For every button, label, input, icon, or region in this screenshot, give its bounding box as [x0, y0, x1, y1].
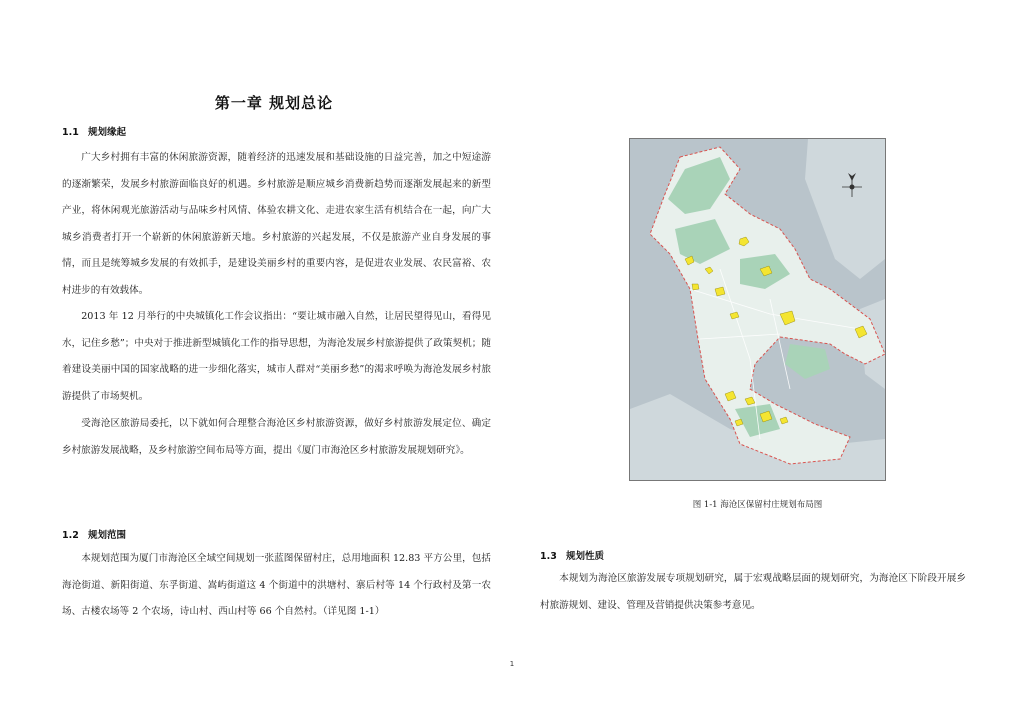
- section-number: 1.2: [62, 530, 79, 541]
- paragraph-scope: 本规划范围为厦门市海沧区全域空间规划一张蓝图保留村庄，总用地面积 12.83 平方公里，包括海沧街道、新阳街道、东孚街道、嵩屿街道这 4 个街道中的洪塘村、寨后村等 14 个行政村及第一农场、古楼农场等 2 个农场，诗山村、西山村等 66 个自然村。（详见图 1-1）: [62, 553, 491, 617]
- page-number: 1: [509, 660, 515, 668]
- section-title: 规划范围: [88, 530, 127, 541]
- section-title: 规划性质: [566, 551, 605, 562]
- paragraph-origin-2: 2013 年 12 月举行的中央城镇化工作会议指出：“要让城市融入自然，让居民望得见山，看得见水，记住乡愁”；中央对于推进新型城镇化工作的指导思想，为海沧发展乡村旅游提供了政策契机；随着建设美丽中国的国家战略的进一步细化落实，城市人群对“美丽乡愁”的渴求呼唤为海沧发展乡村旅游提供了市场契机。: [62, 311, 491, 402]
- section-heading-1-2: [62, 527, 126, 541]
- figure-caption: 图 1-1 海沧区保留村庄规划布局图: [692, 500, 823, 510]
- paragraph-origin-3: 受海沧区旅游局委托，以下就如何合理整合海沧区乡村旅游资源，做好乡村旅游发展定位、确定乡村旅游发展战略，及乡村旅游空间布局等方面，提出《厦门市海沧区乡村旅游发展规划研究》。: [62, 418, 491, 456]
- paragraph-nature: 本规划为海沧区旅游发展专项规划研究，属于宏观战略层面的规划研究，为海沧区下阶段开展乡村旅游规划、建设、管理及营销提供决策参考意见。: [540, 573, 966, 611]
- map-graphic: [630, 139, 885, 480]
- section-title: 规划缘起: [88, 127, 127, 138]
- section-number: 1.3: [540, 551, 557, 562]
- village-marker: [692, 284, 699, 290]
- paragraph-origin-1: 广大乡村拥有丰富的休闲旅游资源，随着经济的迅速发展和基础设施的日益完善，加之中短途游的逐渐繁荣，发展乡村旅游面临良好的机遇。乡村旅游是顺应城乡消费新趋势而逐渐发展起来的新型产业，将休闲观光旅游活动与品味乡村风情、体验农耕文化、走进农家生活有机结合在一起，向广大城乡消费者打开一个崭新的休闲旅游新天地。乡村旅游的兴起发展，不仅是旅游产业自身发展的事情，而且是统筹城乡发展的有效抓手，是建设美丽乡村的重要内容，是促进农业发展、农民富裕、农村进步的有效载体。: [62, 152, 491, 296]
- section-heading-1-1: [62, 124, 126, 138]
- section-number: 1.1: [62, 127, 79, 138]
- chapter-title: 第一章 规划总论: [214, 94, 334, 112]
- village-layout-map: [629, 138, 886, 481]
- section-heading-1-3: [540, 548, 604, 562]
